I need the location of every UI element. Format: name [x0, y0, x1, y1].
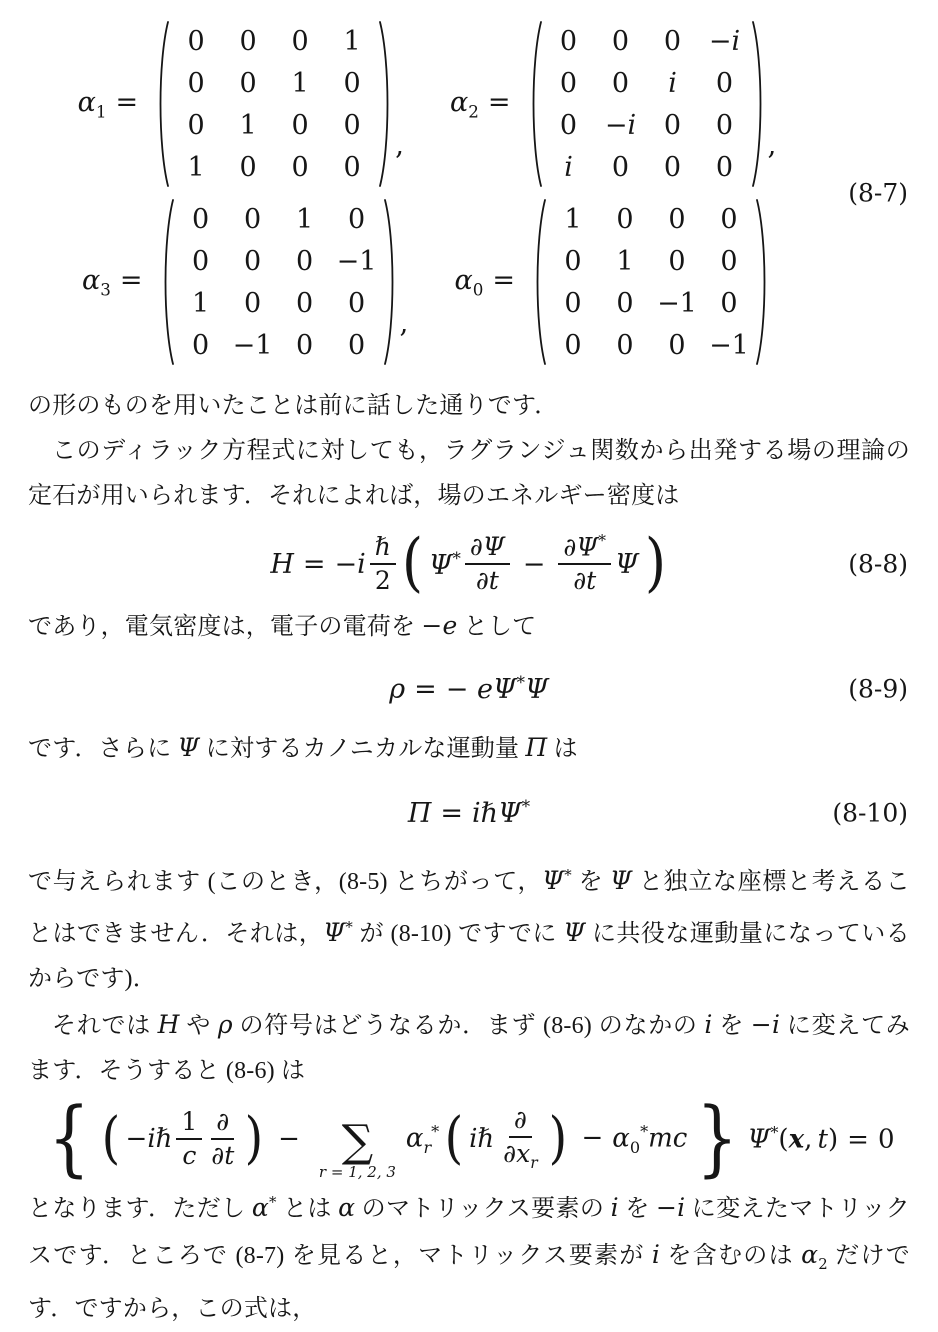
matrix-alpha-2	[450, 18, 776, 190]
math-var: −i	[750, 1010, 781, 1040]
paragraph	[28, 853, 910, 1002]
minus-sign: −	[581, 1123, 604, 1154]
denominator-2: 2	[374, 566, 391, 596]
matrix-cell: 0	[243, 203, 262, 235]
var-Pi: Π	[407, 798, 432, 830]
math-var: i	[651, 1240, 661, 1270]
subscript-r: r	[530, 1154, 538, 1173]
matrix-cell: 0	[291, 109, 309, 141]
matrix-cell: 0	[616, 203, 634, 235]
var-psi: Ψ	[492, 674, 517, 706]
matrix-cell: 0	[611, 67, 630, 99]
minus-sign: −	[334, 548, 358, 580]
fraction-dpsistar-dt	[558, 533, 611, 595]
matrix-row	[170, 62, 378, 104]
alpha-subscript: 0	[472, 279, 484, 300]
alpha-symbol: α	[77, 86, 96, 118]
text-run: に変えてみます．そうすると (8-6) は	[28, 1013, 910, 1085]
minus	[269, 1124, 309, 1154]
numerator: ∂Ψ	[465, 533, 510, 565]
denominator: ∂t	[573, 566, 597, 596]
matrix-cell: −i	[604, 109, 637, 141]
big-left-brace: {	[48, 1091, 91, 1187]
math-var: Π	[525, 733, 548, 763]
matrix-row	[175, 324, 383, 366]
comma: ,	[399, 305, 409, 339]
equals-sign: =	[440, 798, 464, 830]
text-run: です．さらに	[28, 736, 178, 763]
matrix	[155, 18, 393, 190]
matrix-cell: 0	[291, 151, 309, 183]
matrix-right-paren	[383, 196, 398, 368]
matrix-alpha-3	[82, 196, 408, 368]
matrix-cell: 1	[616, 245, 634, 277]
alpha-symbol: α	[450, 86, 469, 118]
comma: ,	[767, 127, 777, 161]
matrix-row	[175, 198, 383, 240]
text-run: を	[712, 1013, 751, 1040]
big-left-paren: (	[444, 1106, 464, 1172]
right-paren: )	[828, 1125, 839, 1156]
star-superscript: *	[640, 1121, 649, 1141]
math-var: ρ	[217, 1010, 233, 1040]
matrix-cell: −1	[232, 329, 273, 361]
minus-sign: −	[125, 1124, 148, 1155]
psi-star	[429, 548, 461, 581]
matrix	[532, 196, 770, 368]
mc: mc	[648, 1123, 688, 1154]
matrix-row	[547, 282, 755, 324]
summation	[318, 1115, 396, 1181]
math-var: α	[251, 1193, 269, 1223]
matrix-row	[547, 240, 755, 282]
matrix-cell: 0	[715, 151, 734, 183]
star-superscript: *	[431, 1121, 440, 1141]
big-right-paren: )	[644, 526, 666, 601]
matrix-cell: 0	[720, 203, 738, 235]
matrix-cell: −1	[709, 329, 749, 361]
subscript: 2	[818, 1254, 828, 1273]
matrix-cell: 0	[295, 287, 314, 319]
equation-body	[268, 526, 669, 601]
matrix-cell: −1	[657, 287, 697, 319]
sum-limits: r = 1, 2, 3	[318, 1162, 396, 1181]
math-var: α	[801, 1240, 819, 1270]
star-superscript: *	[516, 672, 526, 693]
math-var: Ψ	[177, 733, 200, 763]
matrix-left-paren	[532, 196, 547, 368]
subscript-r: r	[423, 1137, 432, 1157]
matrix-cell: 1	[343, 25, 361, 57]
matrix-lhs	[454, 265, 524, 299]
matrix-row-1	[0, 18, 868, 190]
fraction-1-over-c	[176, 1108, 202, 1170]
matrix-row	[170, 104, 378, 146]
matrix-row	[175, 282, 383, 324]
equation-number: (8-7)	[848, 178, 908, 208]
matrix-cell: 0	[347, 203, 366, 235]
equation-body	[408, 796, 530, 829]
matrix-cell: −i	[708, 25, 741, 57]
matrix-cell: 0	[559, 109, 578, 141]
matrix-cell: 1	[187, 151, 205, 183]
var-i: i	[357, 548, 366, 580]
matrix-cell: 0	[616, 287, 634, 319]
matrix-cell: 0	[611, 25, 630, 57]
text-run: それでは	[52, 1013, 158, 1040]
text-run: となります．ただし	[28, 1196, 252, 1223]
var-rho: ρ	[389, 674, 406, 706]
matrix-cell: 0	[187, 67, 205, 99]
matrix-cell: 1	[291, 67, 309, 99]
matrix-cell: 0	[668, 329, 686, 361]
matrix-cell: 0	[559, 25, 578, 57]
text-run: や	[179, 1013, 218, 1040]
matrix-row	[543, 104, 751, 146]
text-run: だけです．ですから，この式は，	[28, 1243, 910, 1322]
matrix-cell: 0	[564, 329, 582, 361]
matrix-cell: 0	[187, 25, 205, 57]
lhs	[270, 549, 365, 580]
matrix-right-paren	[751, 18, 766, 190]
text-run: で与えられます (このとき，(8-5) とちがって，	[28, 869, 543, 896]
var-alpha0: α	[612, 1123, 630, 1154]
big-right-paren: )	[244, 1106, 264, 1172]
var-psi: Ψ	[428, 549, 453, 581]
matrix-cell: 0	[668, 245, 686, 277]
star-superscript: *	[598, 532, 606, 550]
matrix-cell: 0	[611, 151, 630, 183]
text-run: を	[571, 869, 611, 896]
minus-sign: −	[278, 1124, 300, 1155]
text-run: を	[618, 1196, 656, 1223]
superscript: *	[268, 1193, 277, 1212]
paragraph	[28, 384, 910, 429]
text-run: とは	[276, 1196, 339, 1223]
subscript-0: 0	[629, 1137, 641, 1157]
dx: ∂x	[503, 1139, 531, 1169]
left-paren: (	[778, 1125, 789, 1156]
matrix-lhs	[82, 265, 152, 299]
alpha-subscript: 2	[468, 101, 479, 122]
psi-star-x-t-equals-0	[748, 1123, 895, 1155]
matrix-cell: i	[668, 67, 677, 99]
text-run: は	[547, 736, 578, 763]
star-superscript: *	[452, 547, 461, 568]
var-t: t	[817, 1125, 828, 1156]
matrix-cell: 0	[343, 151, 361, 183]
paragraph	[28, 1180, 910, 1332]
matrix-cell: 0	[187, 109, 205, 141]
matrix-cell: 0	[347, 329, 366, 361]
matrix-left-paren	[160, 196, 175, 368]
math-var: i	[704, 1010, 713, 1040]
numerator	[558, 533, 611, 565]
matrix-cell: 0	[564, 287, 582, 319]
alpha-r-star	[406, 1122, 439, 1157]
matrix-cell: 0	[191, 203, 210, 235]
matrix-alpha-0	[454, 196, 772, 368]
matrix-cell: 0	[663, 25, 682, 57]
big-left-paren: (	[101, 1106, 120, 1172]
var-psi: Ψ	[747, 1125, 771, 1156]
star-superscript: *	[770, 1123, 779, 1143]
minus-alpha0-star-mc	[572, 1122, 687, 1157]
var-x-bold: x	[788, 1125, 805, 1156]
math-var: −i	[655, 1193, 686, 1223]
big-left-paren: (	[401, 526, 423, 601]
text-run: に対するカノニカルな運動量	[199, 736, 526, 763]
matrix-lhs	[78, 87, 148, 121]
matrix-cell: 0	[616, 329, 634, 361]
matrix-alpha-1	[78, 18, 404, 190]
equals-sign: =	[115, 86, 139, 118]
matrix-cell: 0	[564, 245, 582, 277]
matrix-cell: 0	[243, 245, 262, 277]
text-run: であり，電気密度は，電子の電荷を	[28, 614, 422, 641]
equation-conjugate-dirac	[28, 1091, 910, 1187]
matrix-cell: 0	[239, 151, 257, 183]
matrix-row	[547, 324, 755, 366]
matrix-cell: 0	[191, 329, 210, 361]
matrix-cell: 0	[239, 67, 257, 99]
matrix-row	[547, 198, 755, 240]
partial: ∂	[509, 1106, 532, 1138]
math-var: H	[157, 1010, 180, 1040]
matrix-cell: 0	[720, 287, 738, 319]
matrix-cells	[547, 198, 755, 366]
var-H: H	[270, 548, 294, 580]
zero: 0	[877, 1125, 895, 1156]
matrix-cell: 0	[663, 109, 682, 141]
text-run: として	[457, 614, 537, 641]
matrix-row	[543, 20, 751, 62]
matrix-cell: 0	[720, 245, 738, 277]
equation-body	[41, 1091, 896, 1187]
matrix-cell: 0	[295, 329, 314, 361]
minus	[514, 549, 555, 580]
superscript: *	[564, 866, 572, 885]
matrix-lhs	[450, 87, 520, 121]
fraction-d-dt	[206, 1108, 239, 1170]
var-psi: Ψ	[525, 674, 549, 706]
equals-sign: =	[492, 264, 515, 296]
matrix-row	[170, 146, 378, 188]
var-alpha: α	[405, 1123, 424, 1154]
equation-8-10	[28, 796, 910, 829]
matrix-cell: 1	[191, 287, 210, 319]
matrix-cell: 1	[239, 109, 257, 141]
text-run: の符号はどうなるか．まず (8-6) のなかの	[232, 1013, 705, 1040]
text-run: のマトリックス要素の	[355, 1196, 611, 1223]
matrix-cell: 0	[347, 287, 366, 319]
fraction-dpsi-dt	[465, 533, 510, 595]
text-run: が (8-10) ですでに	[353, 921, 564, 948]
math-var: −e	[421, 611, 458, 641]
matrix-cell: 0	[295, 245, 314, 277]
alpha-symbol: α	[454, 264, 473, 296]
matrix	[160, 196, 398, 368]
paragraph	[28, 603, 910, 650]
matrix-cell: 0	[291, 25, 309, 57]
equals-sign: =	[302, 548, 326, 580]
fraction-hbar-over-2	[370, 533, 396, 595]
matrix-cell: 1	[295, 203, 314, 235]
matrix-left-paren	[155, 18, 170, 190]
matrix-cell: 0	[191, 245, 210, 277]
matrix-right-paren	[755, 196, 770, 368]
fraction-d-dxr	[498, 1106, 542, 1172]
matrix-row	[175, 240, 383, 282]
superscript: *	[345, 918, 354, 937]
matrix-row	[543, 146, 751, 188]
math-var: i	[610, 1193, 619, 1223]
matrix-cells	[175, 198, 383, 366]
matrix-cells	[543, 20, 751, 188]
big-right-paren: )	[548, 1106, 567, 1172]
partial: ∂	[211, 1108, 234, 1140]
matrix-cell: 0	[243, 287, 262, 319]
text-run: の形のものを用いたことは前に話した通りです．	[28, 393, 559, 419]
text-run: に変えたマトリックスです．ところで (8-7) を見ると，マトリックス要素が	[28, 1196, 910, 1270]
matrix-cells	[170, 20, 378, 188]
equation-body	[389, 672, 548, 705]
denominator: ∂t	[475, 566, 499, 596]
matrix-right-paren	[378, 18, 393, 190]
text-run: このディラック方程式に対しても，ラグランジュ関数から出発する場の理論の定石が用いられます．それによれば，場のエネルギー密度は	[28, 438, 910, 509]
i-hbar: iℏ	[147, 1124, 173, 1155]
paragraph	[28, 1002, 910, 1094]
comma: ,	[804, 1125, 818, 1156]
matrix-cell: 0	[668, 203, 686, 235]
math-var: Ψ	[542, 866, 565, 896]
alpha-symbol: α	[82, 264, 101, 296]
i-hbar-psi: iℏΨ	[472, 798, 522, 830]
matrix-row-2	[0, 196, 868, 368]
matrix-cell: 1	[564, 203, 582, 235]
text-run: と独立な座標と考えることはできません．それは，	[28, 869, 910, 948]
matrix-left-paren	[528, 18, 543, 190]
var-psi: Ψ	[615, 548, 639, 580]
math-var: Ψ	[563, 918, 586, 948]
matrix-cell: 0	[663, 151, 682, 183]
dpsi: ∂Ψ	[563, 532, 599, 562]
matrix-cell: 0	[343, 67, 361, 99]
denominator-dt: ∂t	[211, 1141, 235, 1171]
hbar: ℏ	[370, 533, 396, 565]
alpha-subscript: 3	[100, 279, 111, 300]
big-right-brace: }	[696, 1091, 739, 1187]
matrix-cell: 0	[715, 109, 734, 141]
star-superscript: *	[521, 796, 531, 817]
comma: ,	[395, 127, 404, 161]
minus-e: − e	[445, 674, 493, 706]
matrix-cell: 0	[715, 67, 734, 99]
equation-number: (8-10)	[832, 798, 908, 828]
equation-8-8	[28, 526, 910, 601]
alpha-subscript: 1	[95, 101, 107, 122]
text-run: に共役な運動量になっているからです)．	[28, 921, 910, 993]
denominator-dxr	[498, 1138, 542, 1172]
matrix-cell: 0	[239, 25, 257, 57]
matrix-row	[170, 20, 378, 62]
matrix-cell: 0	[559, 67, 578, 99]
math-var: α	[338, 1193, 356, 1223]
equation-number: (8-8)	[848, 549, 908, 579]
matrix	[528, 18, 766, 190]
numerator-1: 1	[176, 1108, 202, 1140]
equation-number: (8-9)	[848, 674, 908, 704]
matrix-cell: 0	[343, 109, 361, 141]
minus-i-hbar	[126, 1124, 173, 1154]
matrix-cell: −1	[336, 245, 377, 277]
minus-sign: −	[522, 548, 546, 580]
matrix-cell: i	[564, 151, 573, 183]
denominator-c: c	[182, 1141, 197, 1171]
equation-8-7	[28, 18, 910, 368]
text-run: を含むのは	[660, 1243, 802, 1270]
math-var: Ψ	[610, 866, 633, 896]
math-var: Ψ	[323, 918, 346, 948]
paragraph	[28, 725, 910, 772]
matrix-row	[543, 62, 751, 104]
i-hbar: iℏ	[469, 1124, 495, 1155]
equals-sign: =	[119, 264, 143, 296]
equals-sign: =	[847, 1125, 869, 1156]
equals-sign: =	[414, 674, 437, 706]
paragraph	[28, 429, 910, 519]
equation-8-9	[28, 672, 910, 705]
sigma-symbol: ∑	[341, 1115, 374, 1167]
equals-sign: =	[487, 86, 511, 118]
